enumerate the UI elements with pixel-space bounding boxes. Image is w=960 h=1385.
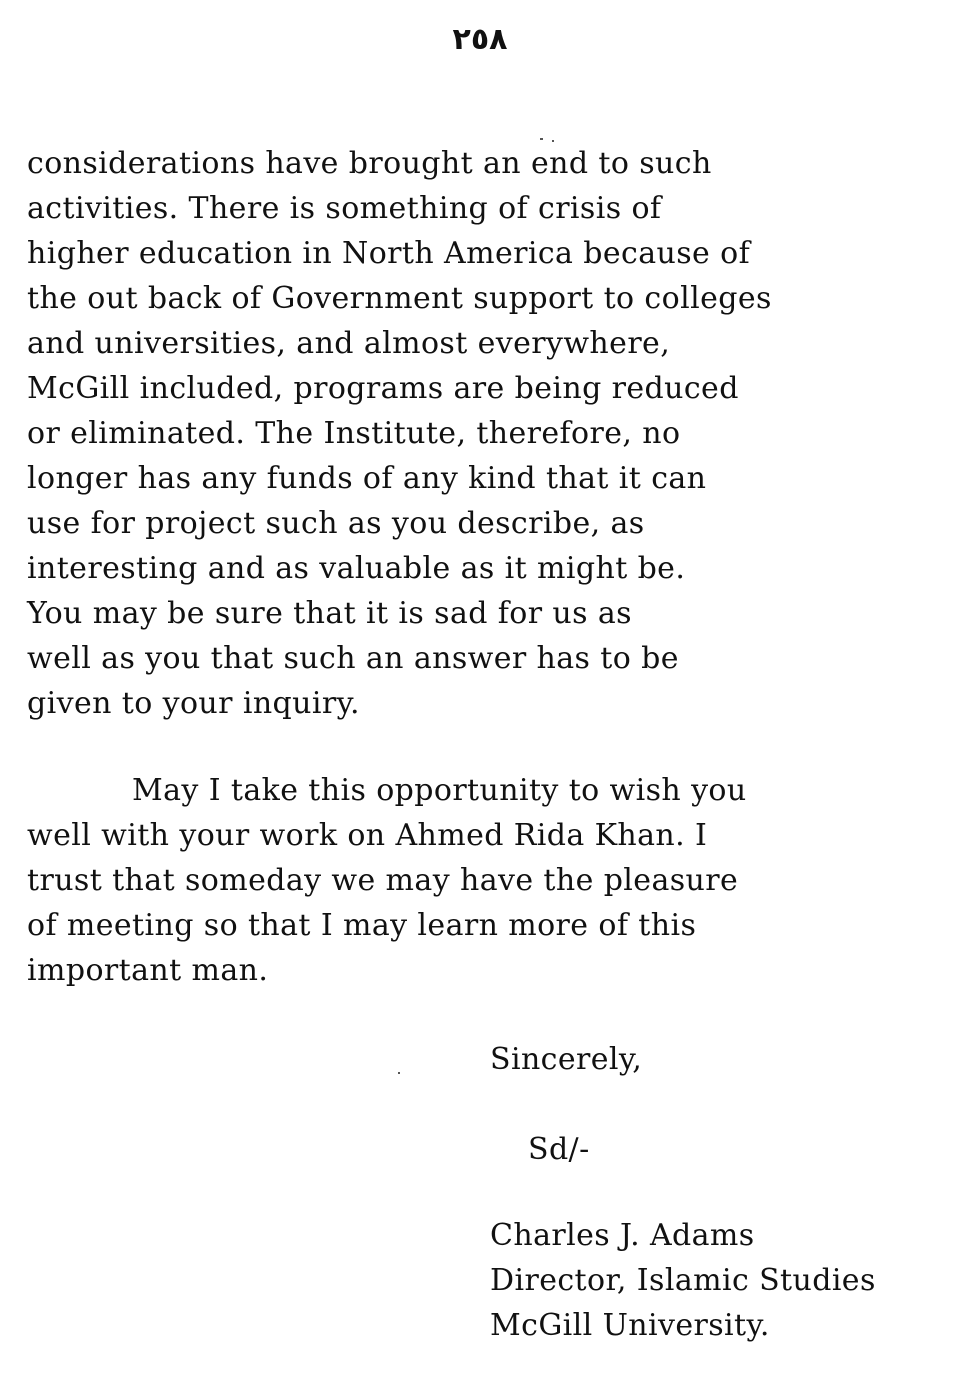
signer-title: Director, Islamic Studies <box>490 1263 876 1298</box>
paragraph1-line: activities. There is something of crisis of <box>27 191 662 226</box>
scan-speck <box>552 140 554 142</box>
paragraph1-line: given to your inquiry. <box>27 686 360 721</box>
paragraph1-line: well as you that such an answer has to be <box>27 641 679 676</box>
paragraph1-line: use for project such as you describe, as <box>27 506 645 541</box>
paragraph1-line: or eliminated. The Institute, therefore, no <box>27 416 681 451</box>
scan-speck <box>540 138 543 140</box>
signature: Sd/- <box>528 1132 590 1167</box>
paragraph1-line: higher education in North America because of <box>27 236 751 271</box>
salutation: Sincerely, <box>490 1042 643 1077</box>
paragraph2-line: well with your work on Ahmed Rida Khan. I <box>27 818 708 853</box>
paragraph1-line: longer has any funds of any kind that it can <box>27 461 707 496</box>
page-number: ٢٥٨ <box>452 22 508 57</box>
scan-speck <box>398 1072 400 1074</box>
paragraph2-line: important man. <box>27 953 269 988</box>
paragraph1-line: McGill included, programs are being reduced <box>27 371 739 406</box>
paragraph1-line: considerations have brought an end to such <box>27 146 712 181</box>
paragraph1-line: the out back of Government support to colleges <box>27 281 772 316</box>
paragraph1-line: and universities, and almost everywhere, <box>27 326 671 361</box>
paragraph2-line: trust that someday we may have the pleasure <box>27 863 739 898</box>
paragraph2-line: of meeting so that I may learn more of this <box>27 908 697 943</box>
paragraph2-line: May I take this opportunity to wish you <box>132 773 747 808</box>
paragraph1-line: interesting and as valuable as it might be. <box>27 551 686 586</box>
paragraph1-line: You may be sure that it is sad for us as <box>27 596 632 631</box>
signer-name: Charles J. Adams <box>490 1218 755 1253</box>
signer-institution: McGill University. <box>490 1308 770 1343</box>
